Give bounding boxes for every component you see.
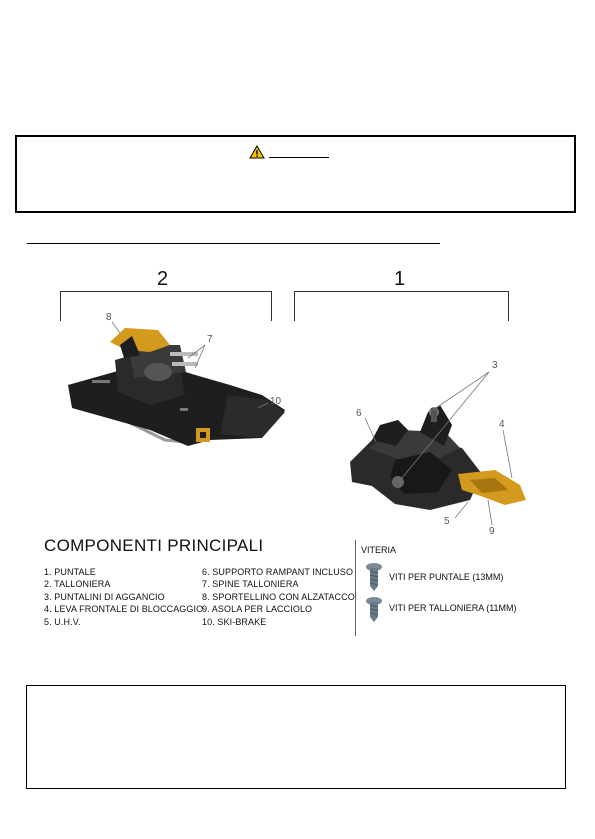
figure-label-toe: 1 (394, 268, 406, 290)
hardware-divider (355, 540, 356, 636)
callout-5: 5 (444, 516, 450, 527)
toe-screws-label: VITI PER PUNTALE (13MM) (389, 572, 504, 582)
components-list-right (202, 566, 355, 628)
toe-screw-icon (364, 562, 384, 592)
warning-icon (249, 145, 265, 159)
list-item: 7. SPINE TALLONIERA (202, 579, 299, 590)
callout-4: 4 (499, 419, 505, 430)
list-item: 6. SUPPORTO RAMPANT INCLUSO (202, 567, 354, 577)
callout-8: 8 (106, 312, 112, 323)
hardware-title: VITERIA (361, 545, 397, 555)
heel-screws-label: VITI PER TALLONIERA (11MM) (389, 603, 517, 613)
list-item: 8. SPORTELLINO CON ALZATACCO (202, 591, 355, 602)
warning-heading-underline (269, 157, 329, 158)
figure-label-heel: 2 (157, 268, 169, 290)
warning-box (15, 135, 576, 213)
list-item: 3. PUNTALINI DI AGGANCIO (44, 591, 165, 602)
heel-screw-icon (364, 596, 384, 623)
list-item: 9. ASOLA PER LACCIOLO (202, 604, 313, 615)
section-heading-underline (27, 243, 440, 244)
binding-illustration (0, 260, 595, 540)
list-item: 2. TALLONIERA (44, 579, 111, 590)
list-item: 10. SKI-BRAKE (202, 616, 267, 627)
heel-piece-image (68, 322, 285, 446)
list-item: 5. U.H.V. (44, 616, 81, 627)
callout-3: 3 (492, 360, 498, 371)
components-list-left (44, 566, 203, 628)
list-item: 1. PUNTALE (44, 567, 96, 577)
callout-9: 9 (489, 526, 495, 537)
notes-box (26, 685, 566, 789)
components-title: COMPONENTI PRINCIPALI (44, 536, 264, 555)
toe-piece-image (350, 372, 526, 525)
list-item: 4. LEVA FRONTALE DI BLOCCAGGIO (44, 604, 204, 615)
callout-6: 6 (356, 408, 362, 419)
callout-7: 7 (207, 334, 213, 345)
callout-10: 10 (270, 396, 282, 407)
